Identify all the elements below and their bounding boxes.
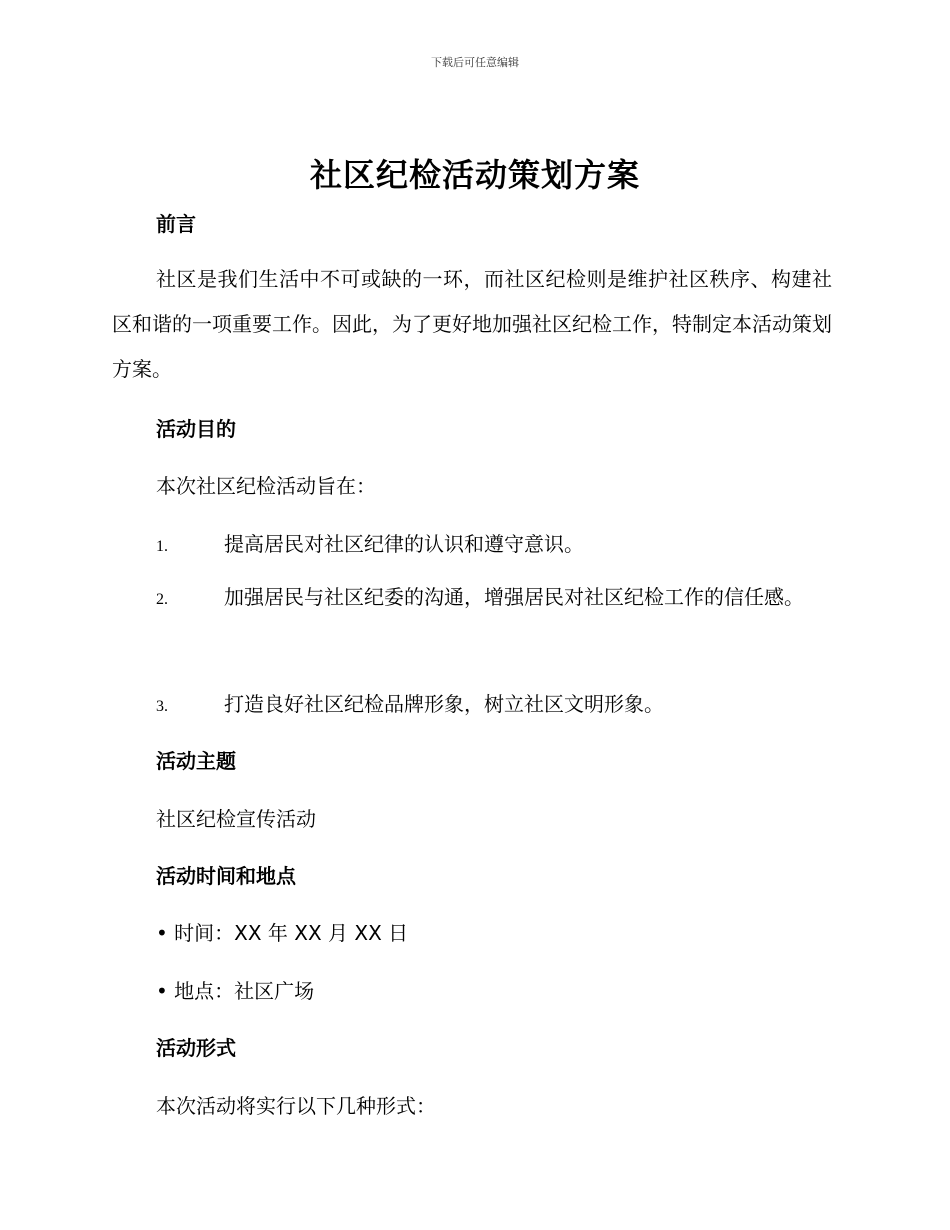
list-item xyxy=(156,688,832,717)
purpose-intro: 本次社区纪检活动旨在： xyxy=(156,474,376,498)
document-title: 社区纪检活动策划方案 xyxy=(309,156,640,194)
list-item-number: 3. xyxy=(156,698,168,715)
section-heading-preface: 前言 xyxy=(156,212,196,236)
form-intro: 本次活动将实行以下几种形式： xyxy=(156,1094,436,1118)
list-item-number: 1. xyxy=(156,538,168,555)
place-item: • 地点：社区广场 xyxy=(156,979,315,1003)
section-heading-theme: 活动主题 xyxy=(156,749,236,773)
section-heading-time-place: 活动时间和地点 xyxy=(156,864,296,888)
time-item: • 时间：XX 年 XX 月 XX 日 xyxy=(156,921,409,945)
section-heading-form: 活动形式 xyxy=(156,1036,236,1060)
theme-text: 社区纪检宣传活动 xyxy=(156,807,316,831)
list-item xyxy=(112,575,832,622)
list-item-text: 提高居民对社区纪律的认识和遵守意识。 xyxy=(224,532,584,556)
list-item xyxy=(156,528,832,557)
list-item-text: 加强居民与社区纪委的沟通，增强居民对社区纪检工作的信任感。 xyxy=(224,585,804,609)
section-heading-purpose: 活动目的 xyxy=(156,417,236,441)
list-item-text: 打造良好社区纪检品牌形象，树立社区文明形象。 xyxy=(224,692,664,716)
list-item-number: 2. xyxy=(156,591,168,608)
header-note: 下载后可任意编辑 xyxy=(431,56,519,69)
preface-paragraph: 社区是我们生活中不可或缺的一环，而社区纪检则是维护社区秩序、构建社区和谐的一项重要工作。因此，为了更好地加强社区纪检工作，特制定本活动策划方案。 xyxy=(112,267,832,381)
